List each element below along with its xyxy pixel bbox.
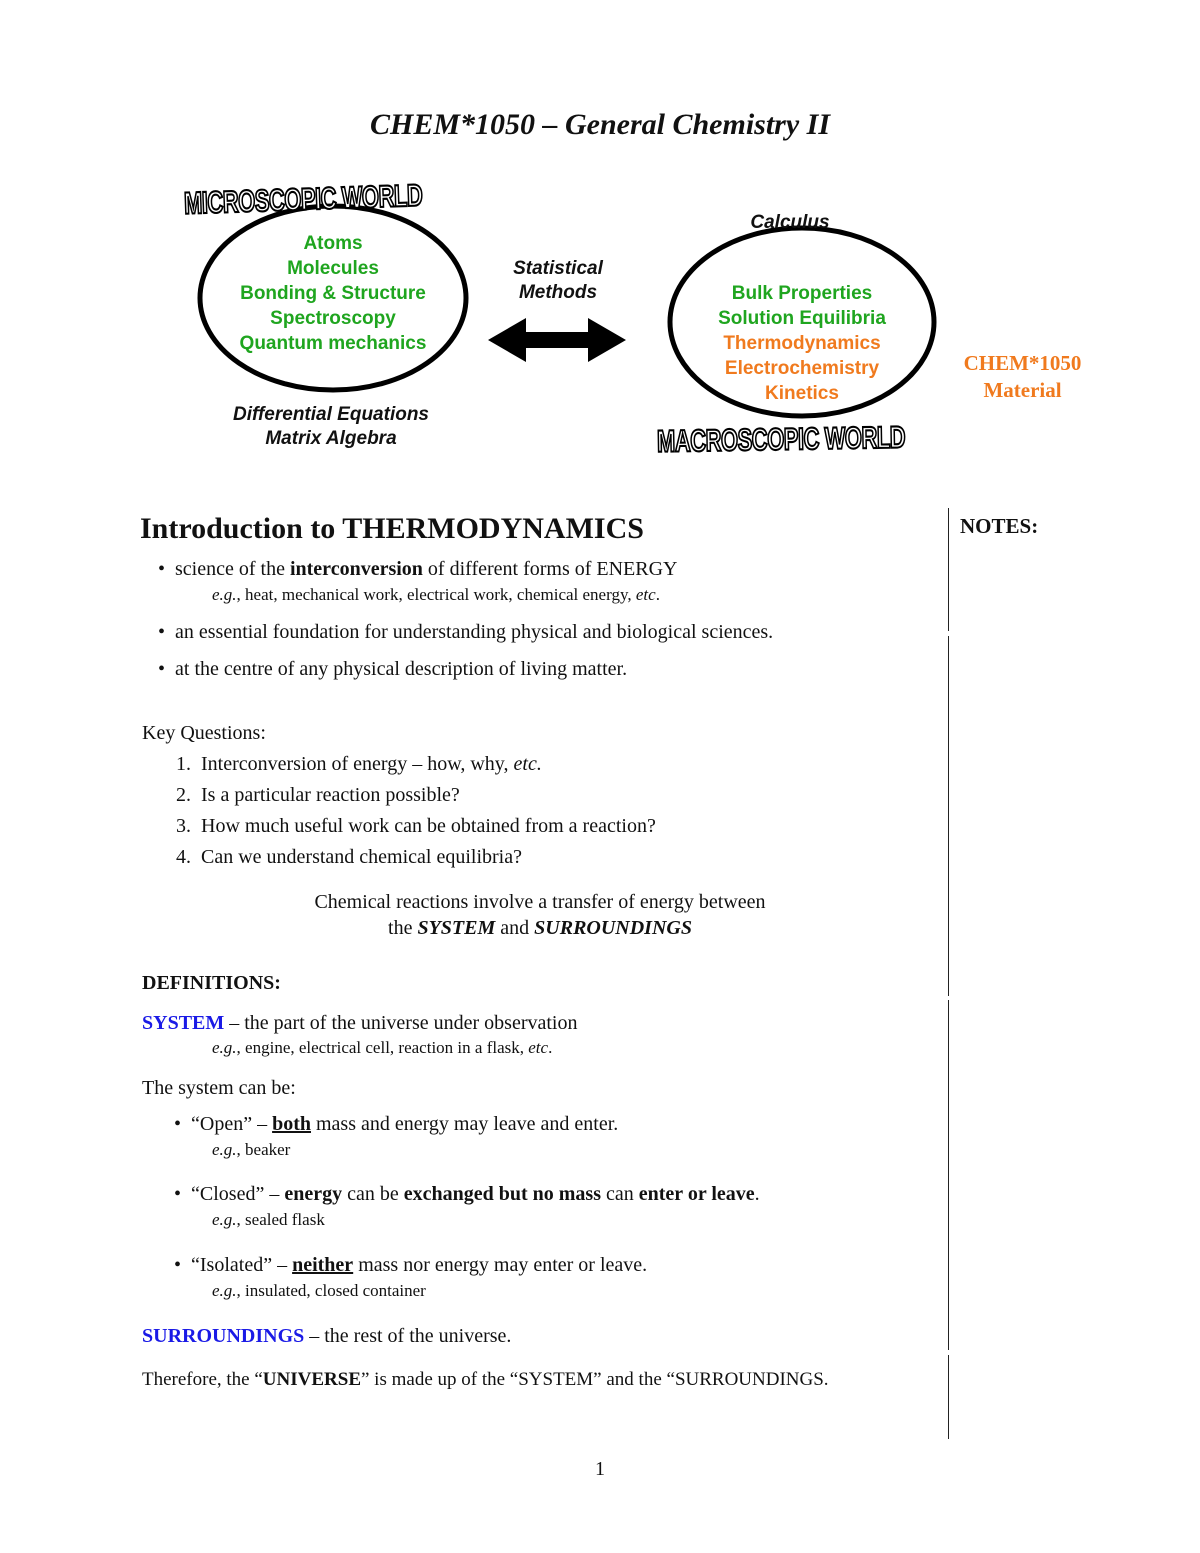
type-isolated: • “Isolated” – neither mass nor energy may enter or leave. bbox=[174, 1254, 648, 1276]
macro-math-calculus: Calculus bbox=[750, 212, 830, 233]
micro-math-matrix: Matrix Algebra bbox=[265, 428, 397, 449]
bullet-dot: • bbox=[158, 558, 176, 580]
bridge-label bbox=[488, 257, 628, 305]
bullet-2: • an essential foundation for understanding physical and biological sciences. bbox=[158, 621, 774, 643]
macro-item-kinetics: Kinetics bbox=[765, 383, 839, 404]
key-question-1: 1. Interconversion of energy – how, why, etc. bbox=[176, 753, 542, 775]
bullet-dot: • bbox=[174, 1183, 192, 1205]
bullet-1-example: e.g., heat, mechanical work, electrical work, chemical energy, etc. bbox=[212, 585, 660, 604]
transfer-line-2: the SYSTEM and SURROUNDINGS bbox=[388, 917, 692, 939]
bridge-methods: Methods bbox=[518, 282, 598, 303]
system-definition: SYSTEM – the part of the universe under observation bbox=[142, 1012, 578, 1034]
micro-math-diffeq: Differential Equations bbox=[232, 404, 429, 425]
section-heading: Introduction to THERMODYNAMICS bbox=[140, 512, 644, 545]
macro-item-bulk: Bulk Properties bbox=[731, 283, 873, 304]
type-closed: • “Closed” – energy can be exchanged but no mass can enter or leave. bbox=[174, 1183, 760, 1205]
key-question-2: 2. Is a particular reaction possible? bbox=[176, 784, 460, 806]
bullet-dot: • bbox=[158, 658, 176, 680]
notes-divider-3 bbox=[948, 1000, 949, 1350]
bullet-dot: • bbox=[174, 1254, 192, 1276]
micro-macro-diagram bbox=[170, 175, 1090, 475]
universe-statement: Therefore, the “UNIVERSE” is made up of the “SYSTEM” and the “SURROUNDINGS. bbox=[142, 1369, 829, 1390]
type-open: • “Open” – both mass and energy may leave and enter. bbox=[174, 1113, 619, 1135]
bullet-1: • science of the interconversion of different forms of ENERGY bbox=[158, 558, 678, 580]
transfer-statement bbox=[140, 889, 940, 941]
macroscopic-world-label: MACROSCOPIC WORLD bbox=[656, 419, 906, 459]
type-open-example: e.g., beaker bbox=[212, 1140, 291, 1159]
key-question-3: 3. How much useful work can be obtained from a reaction? bbox=[176, 815, 656, 837]
macro-item-solution: Solution Equilibria bbox=[718, 308, 886, 329]
transfer-line-1: Chemical reactions involve a transfer of energy between bbox=[314, 891, 766, 913]
course-code: CHEM*1050 bbox=[963, 351, 1082, 375]
notes-divider-4 bbox=[948, 1355, 949, 1439]
key-questions-label: Key Questions: bbox=[142, 722, 266, 744]
bullet-3: • at the centre of any physical description of living matter. bbox=[158, 658, 628, 680]
micro-item-quantum: Quantum mechanics bbox=[239, 333, 427, 354]
type-closed-example: e.g., sealed flask bbox=[212, 1210, 325, 1229]
micro-topics bbox=[200, 231, 466, 356]
surroundings-definition: SURROUNDINGS – the rest of the universe. bbox=[142, 1325, 512, 1347]
micro-item-molecules: Molecules bbox=[287, 258, 379, 279]
micro-item-bonding: Bonding & Structure bbox=[240, 283, 426, 304]
surroundings-term: SURROUNDINGS bbox=[142, 1325, 305, 1347]
macro-item-electro: Electrochemistry bbox=[724, 358, 880, 379]
system-example: e.g., engine, electrical cell, reaction in a flask, etc. bbox=[212, 1038, 553, 1057]
bullet-dot: • bbox=[174, 1113, 192, 1135]
page-number: 1 bbox=[595, 1458, 605, 1480]
macro-topics bbox=[675, 281, 929, 406]
key-question-4: 4. Can we understand chemical equilibria? bbox=[176, 846, 522, 868]
notes-divider-1 bbox=[948, 508, 949, 631]
type-isolated-example: e.g., insulated, closed container bbox=[212, 1281, 426, 1300]
macro-item-thermo: Thermodynamics bbox=[723, 333, 881, 354]
double-arrow bbox=[488, 318, 626, 362]
system-term: SYSTEM bbox=[142, 1012, 225, 1034]
microscopic-world-label: MICROSCOPIC WORLD bbox=[183, 177, 423, 221]
micro-item-atoms: Atoms bbox=[303, 233, 363, 254]
notes-label: NOTES: bbox=[960, 514, 1039, 538]
bullet-dot: • bbox=[158, 621, 176, 643]
notes-divider-2 bbox=[948, 636, 949, 996]
definitions-label: DEFINITIONS: bbox=[142, 972, 281, 994]
micro-item-spectroscopy: Spectroscopy bbox=[270, 308, 396, 329]
system-can-be: The system can be: bbox=[142, 1077, 296, 1099]
course-material: Material bbox=[983, 378, 1062, 402]
bridge-statistical: Statistical bbox=[513, 258, 603, 279]
course-material-label bbox=[940, 350, 1105, 404]
page-title: CHEM*1050 – General Chemistry II bbox=[369, 108, 831, 141]
micro-math bbox=[200, 403, 462, 451]
